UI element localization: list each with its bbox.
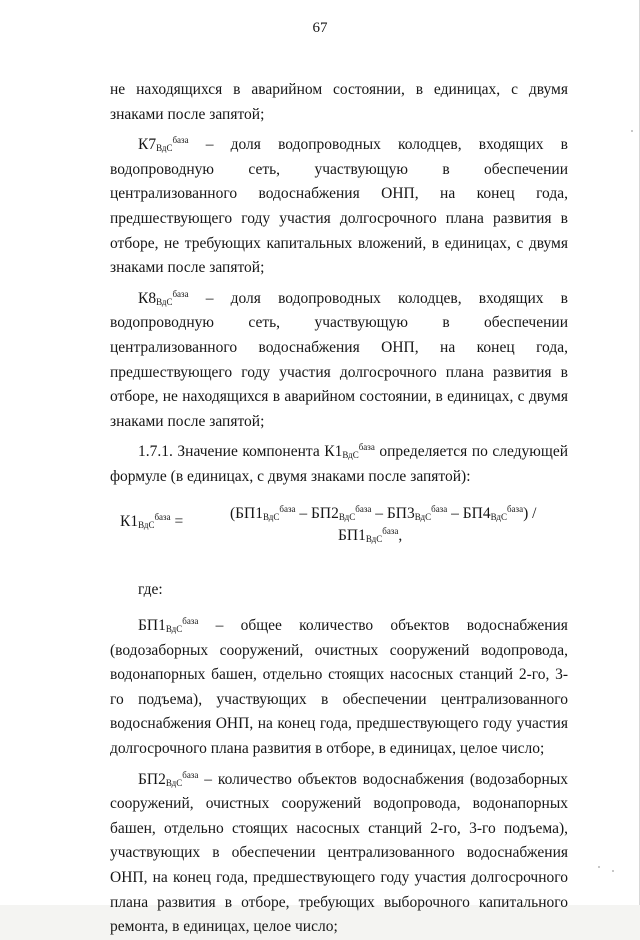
term-bp2-sub: ВдС <box>338 511 356 522</box>
term-bp3-sup: база <box>431 503 448 514</box>
bp1-word-4: водоснабжения <box>466 617 568 635</box>
document-body <box>110 78 568 940</box>
den-symbol: БП1 <box>338 526 366 544</box>
lhs-equals: = <box>170 512 184 530</box>
lhs-superscript: база <box>154 511 171 522</box>
term-bp4: – БП4 <box>447 504 491 522</box>
page-number: 67 <box>312 20 328 36</box>
den-subscript: ВдС <box>365 533 383 544</box>
bp2-symbol: БП2 <box>138 770 166 788</box>
k7-superscript: база <box>172 135 189 146</box>
term-bp4-sub: ВдС <box>490 511 507 522</box>
where-label: где: <box>138 580 163 598</box>
definition-k8 <box>110 287 568 435</box>
bp1-symbol: БП1 <box>138 617 166 635</box>
term-bp1-sup: база <box>279 503 296 514</box>
scan-speck <box>598 866 600 868</box>
formula-k1 <box>110 502 568 562</box>
term-bp1-sub: ВдС <box>263 511 280 522</box>
scan-speck <box>612 870 614 872</box>
term-bp2-sup: база <box>355 503 372 514</box>
bp2-superscript: база <box>182 769 199 780</box>
paragraph-continuation: не находящихся в аварийном состоянии, в единицах, с двумя знаками после запятой; <box>110 81 568 123</box>
s171-after: определяется по следующей формуле (в единицах, с двумя знаками после запятой): <box>110 443 568 485</box>
scan-speck <box>631 130 633 132</box>
bp1-word-2: количество <box>299 617 374 635</box>
bp1-term <box>138 614 198 639</box>
formula-numerator <box>230 502 536 527</box>
term-bp3-sub: ВдС <box>414 511 432 522</box>
s171-subscript: ВдС <box>342 450 359 461</box>
k8-subscript: ВдС <box>156 296 173 307</box>
definition-bp1-head <box>110 614 568 639</box>
bp1-dash: – <box>215 617 224 635</box>
k8-superscript: база <box>172 288 189 299</box>
definition-bp2 <box>110 768 568 940</box>
term-bp3: – БП3 <box>371 504 415 522</box>
bp1-word-3: объектов <box>390 617 450 635</box>
term-bp2: – БП2 <box>295 504 339 522</box>
lhs-symbol: К1 <box>120 512 139 530</box>
k7-symbol: К7 <box>138 136 157 154</box>
s171-superscript: база <box>358 442 375 453</box>
bp1-superscript: база <box>182 616 199 627</box>
bp2-subscript: ВдС <box>165 777 183 788</box>
term-bp1: (БП1 <box>230 504 264 522</box>
definition-bp1-text: (водозаборных сооружений, очистных сооружений водопровода, водонапорных башен, отдельно стоящих насосных станций 2-го, 3-го подъема), участвующих в обеспечении централизованного водоснабжения ОНП, на конец года, предшествующего году участия долгосрочного плана развития в отборе, в единицах, целое число; <box>110 641 568 758</box>
bp1-subscript: ВдС <box>165 624 183 635</box>
den-superscript: база <box>382 525 399 536</box>
k7-subscript: ВдС <box>156 143 173 154</box>
bp2-text: – количество объектов водоснабжения (водозаборных сооружений, очистных сооружений водопровода, водонапорных башен, отдельно стоящих насосных станций 2-го, 3-го подъема), участвующих в обеспечении централизованного водоснабжения ОНП, на конец года, предшествующего году участия долгосрочного плана развития в отборе, требующих выборочного капитального ремонта, в единицах, целое число; <box>110 770 568 936</box>
definition-k7 <box>110 133 568 281</box>
s171-before: 1.7.1. Значение компонента К1 <box>138 443 343 461</box>
lhs-subscript: ВдС <box>138 519 155 530</box>
section-1-7-1 <box>110 440 568 489</box>
formula-lhs <box>120 510 183 535</box>
bp1-word-1: общее <box>240 617 282 635</box>
k8-symbol: К8 <box>138 289 157 307</box>
k8-text: – доля водопроводных колодцев, входящих в водопроводную сеть, участвующую в обеспечении централизованного водоснабжения ОНП, на конец года, предшествующего году участия долгосрочного плана развития в отборе, не находящихся в аварийном состоянии, в единицах, с двумя знаками после запятой; <box>110 289 568 430</box>
numerator-close: ) / <box>523 504 537 522</box>
term-bp4-sup: база <box>506 503 524 514</box>
formula-denominator <box>338 524 402 549</box>
k7-text: – доля водопроводных колодцев, входящих в водопроводную сеть, участвующую в обеспечении централизованного водоснабжения ОНП, на конец года, предшествующего году участия долгосрочного плана развития в отборе, не требующих капитальных вложений, в единицах, с двумя знаками после запятой; <box>110 136 568 277</box>
den-end: , <box>398 526 403 544</box>
